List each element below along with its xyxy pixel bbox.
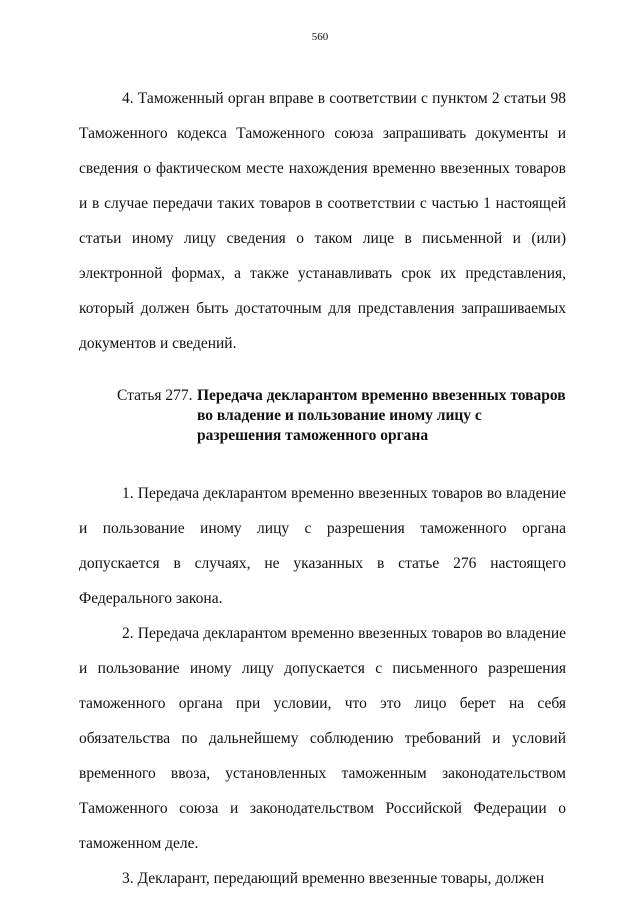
article-heading [79,386,566,446]
paragraph-3: 2. Передача декларантом временно ввезенных товаров во владение и пользование иному лицу допускается с письменного разрешения таможенного органа при условии, что это лицо берет на себя обязательства по дальнейшему соблюдению требований и условий временного ввоза, установленных таможенным законодательством Таможенного союза и законодательством Российской Федерации о таможенном деле. [79,625,566,852]
paragraph-4: 3. Декларант, передающий временно ввезенные товары, должен [122,870,545,887]
article-number: Статья 277. [117,387,193,404]
document-body [79,81,566,896]
paragraph-1: 4. Таможенный орган вправе в соответствии с пунктом 2 статьи 98 Таможенного кодекса Таможенного союза запрашивать документы и сведения о фактическом месте нахождения временно ввезенных товаров и в случае передачи таких товаров в соответствии с частью 1 настоящей статьи иному лицу сведения о таком лице в письменной и (или) электронной формах, а также устанавливать срок их представления, который должен быть достаточным для представления запрашиваемых документов и сведений. [79,90,566,352]
article-title: Передача декларантом временно ввезенных товаров во владение и пользование иному лицу с разрешения таможенного органа [197,387,566,444]
page-number: 560 [311,31,329,43]
paragraph-2: 1. Передача декларантом временно ввезенных товаров во владение и пользование иному лицу с разрешения таможенного органа допускается в случаях, не указанных в статье 276 настоящего Федерального закона. [79,485,566,607]
